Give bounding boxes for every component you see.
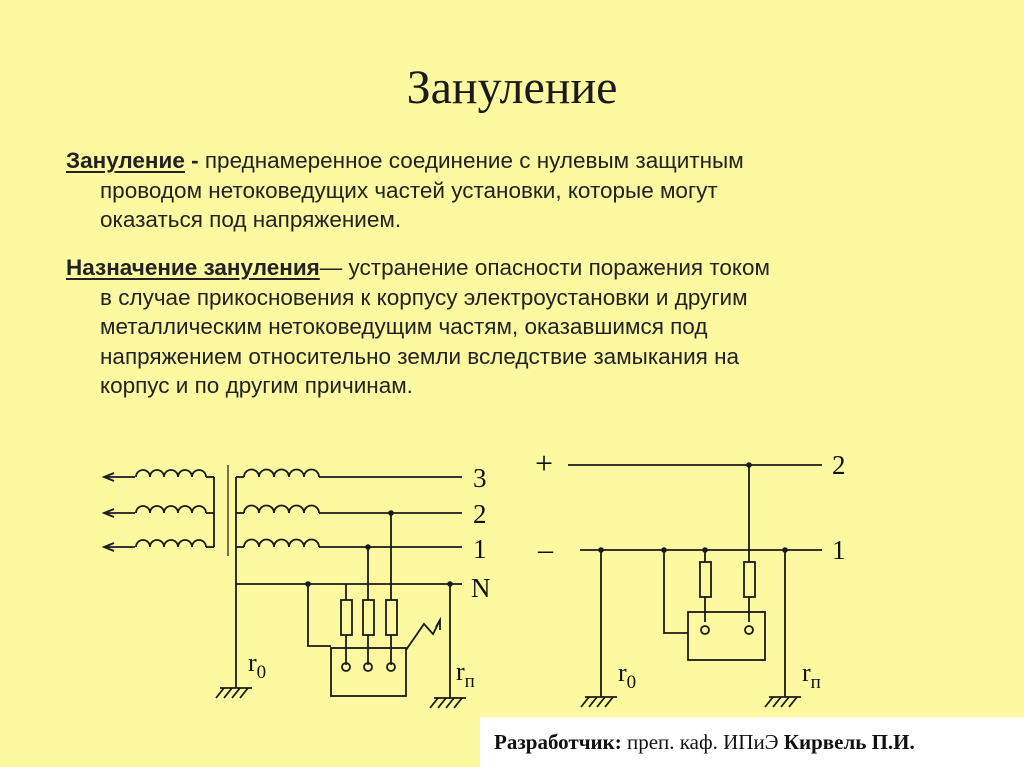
footer-position: преп. каф. ИПиЭ <box>621 730 784 754</box>
purpose-line-4: напряжением относительно земли вследствие замыкания на <box>100 343 740 369</box>
purpose-line-2: в случае прикосновения к корпусу электроустановки и другим <box>100 284 748 310</box>
purpose-term: Назначение зануления <box>66 255 320 280</box>
definition-separator: - <box>184 148 205 173</box>
ac-label-phase-1: 1 <box>473 534 487 564</box>
dc-rp-letter: r <box>802 658 811 687</box>
purpose-line-5: корпус и по другим причинам. <box>100 373 413 398</box>
dc-label-minus: – <box>538 533 553 566</box>
dc-label-plus: + <box>535 445 554 481</box>
dc-label-rp <box>802 658 821 693</box>
definition-line-3: оказаться под напряжением. <box>100 207 402 232</box>
definition-line-2: проводом нетоковедущих частей установки, которые могут <box>100 177 718 203</box>
ac-rp-letter: r <box>456 657 465 686</box>
ac-label-r0 <box>248 648 266 683</box>
author-footer <box>480 717 1024 767</box>
purpose-line-3: металлическим нетоковедущим частям, оказавшимся под <box>100 314 708 339</box>
purpose-line-1: — устранение опасности поражения током <box>319 255 770 280</box>
dc-label-r0 <box>618 658 636 693</box>
footer-author: Кирвель П.И. <box>783 730 915 754</box>
dc-r0-subscript: 0 <box>626 672 637 693</box>
definition-term: Зануление <box>66 148 185 173</box>
dc-r0-letter: r <box>618 658 627 687</box>
ac-label-phase-3: 3 <box>473 463 487 493</box>
footer-role: Разработчик: <box>494 730 622 754</box>
ac-rp-subscript: п <box>464 671 475 692</box>
definition-line-1: преднамеренное соединение с нулевым защитным <box>204 148 744 173</box>
dc-rp-subscript: п <box>810 672 821 693</box>
ac-label-rp <box>456 657 475 692</box>
dc-label-1: 1 <box>832 535 846 565</box>
slide-title: Зануление <box>406 61 618 114</box>
ac-r0-subscript: 0 <box>256 662 267 683</box>
ac-label-neutral: N <box>471 573 491 603</box>
ac-r0-letter: r <box>248 648 257 677</box>
dc-label-2: 2 <box>832 450 846 480</box>
ac-label-phase-2: 2 <box>473 499 487 529</box>
